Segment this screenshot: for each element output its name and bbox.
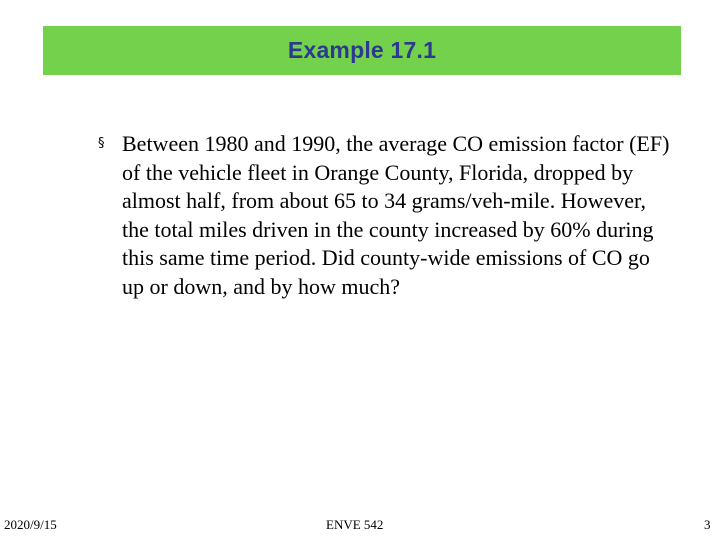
- slide-content: [98, 130, 678, 301]
- footer-date: 2020/9/15: [4, 517, 57, 532]
- bullet-square-icon: §: [98, 136, 105, 151]
- problem-statement: Between 1980 and 1990, the average CO emission factor (EF) of the vehicle fleet in Orange County, Florida, dropped by almost half, from about 65 to 34 grams/veh-mile. However, the total miles driven in the county increased by 60% during this same time period. Did county-wide emissions of CO go up or down, and by how much?: [122, 131, 670, 299]
- footer-page-number: 3: [704, 517, 711, 532]
- slide-title: Example 17.1: [287, 37, 437, 63]
- title-band: [43, 26, 681, 75]
- footer-course: ENVE 542: [326, 517, 384, 532]
